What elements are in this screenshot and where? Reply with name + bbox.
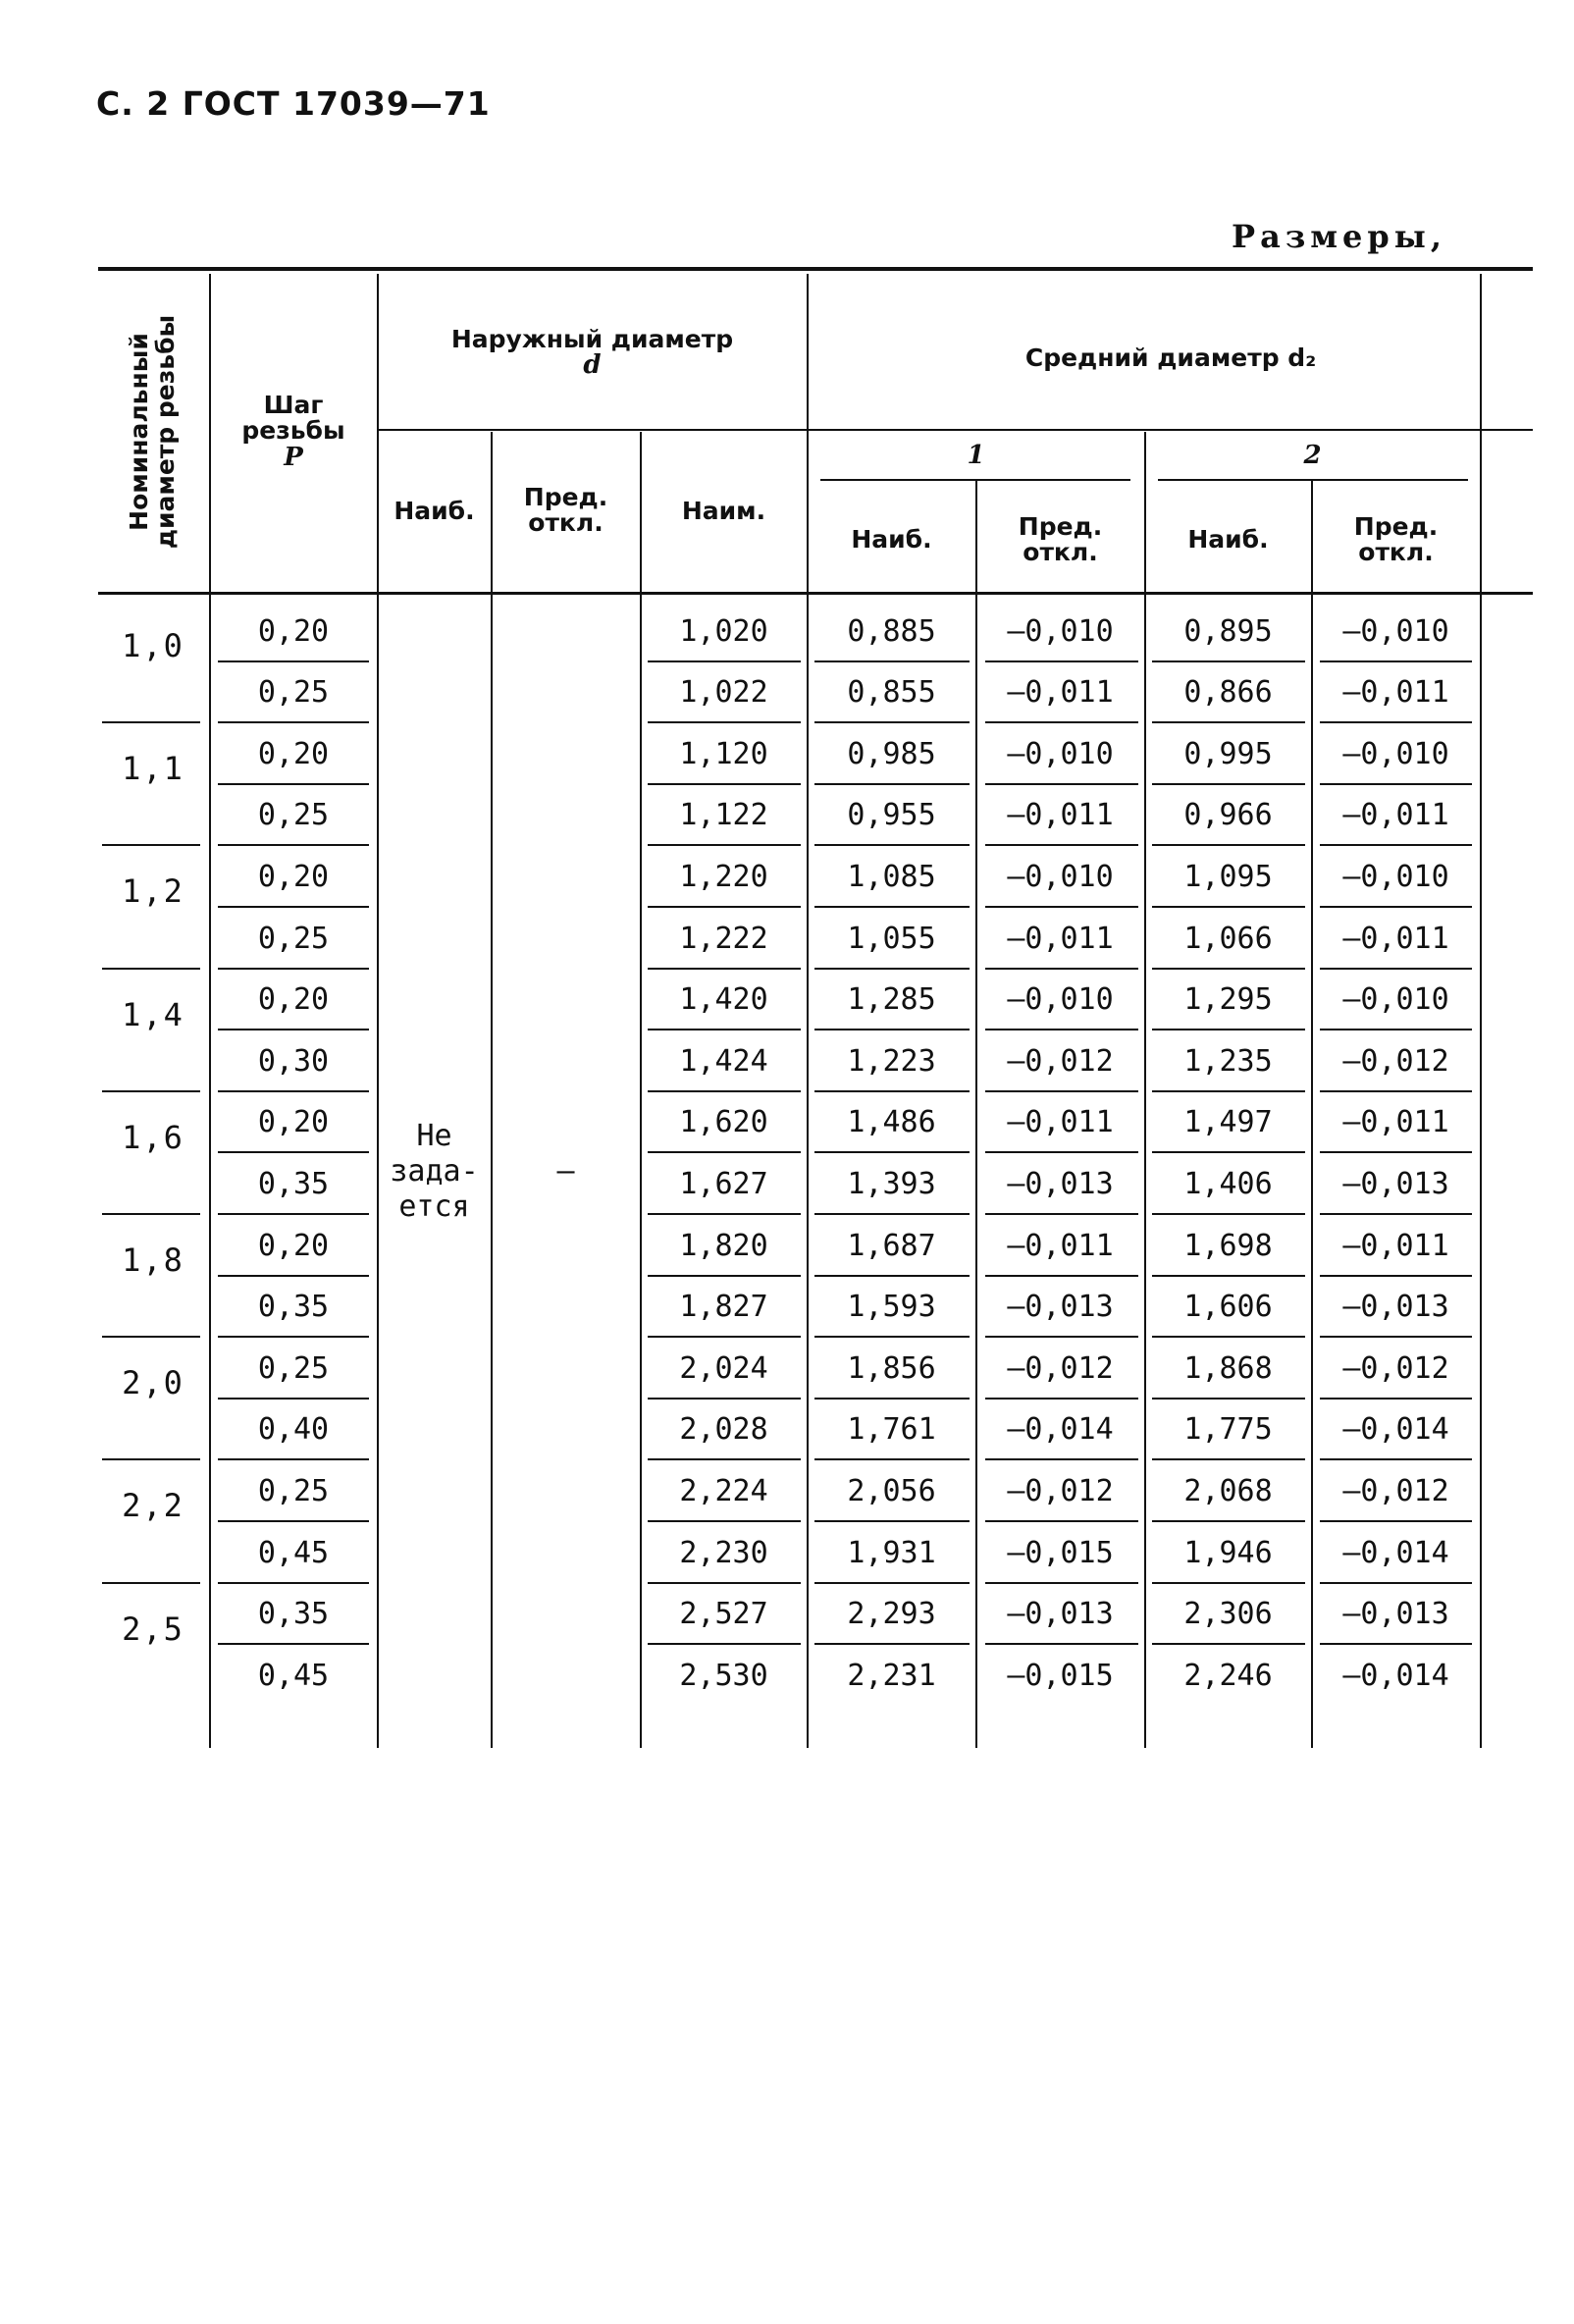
mean2-max-cell: 1,066 xyxy=(1183,921,1273,956)
nominal-diameter-cell: 1,6 xyxy=(122,1118,184,1156)
pitch-cell: 0,35 xyxy=(257,1290,330,1325)
pitch-cell: 0,20 xyxy=(257,1228,330,1263)
mean1-deviation-cell: —0,010 xyxy=(1007,982,1114,1018)
mean2-deviation-cell: —0,012 xyxy=(1342,1473,1449,1508)
pitch-cell: 0,25 xyxy=(257,1473,330,1508)
mean1-max-cell: 2,056 xyxy=(847,1473,936,1508)
mean2-max-cell: 1,406 xyxy=(1183,1166,1273,1201)
pitch-cell: 0,45 xyxy=(257,1658,330,1693)
mean1-max-cell: 1,486 xyxy=(847,1105,936,1140)
pitch-cell: 0,25 xyxy=(257,798,330,833)
col-header-outer-diameter: Наружный диаметр d xyxy=(450,325,734,381)
col-header-outer-min: Наим. xyxy=(681,497,766,526)
mean1-max-cell: 2,293 xyxy=(847,1597,936,1632)
mean2-max-cell: 1,295 xyxy=(1183,982,1273,1018)
pitch-cell: 0,20 xyxy=(257,613,330,649)
mean2-deviation-cell: —0,011 xyxy=(1342,1228,1449,1263)
mean1-deviation-cell: —0,014 xyxy=(1007,1412,1114,1448)
pitch-cell: 0,20 xyxy=(257,859,330,894)
outer-min-cell: 1,020 xyxy=(679,613,768,649)
outer-min-cell: 1,620 xyxy=(679,1105,768,1140)
mean2-max-cell: 2,246 xyxy=(1183,1658,1273,1693)
mean1-max-cell: 1,223 xyxy=(847,1043,936,1079)
header-rule xyxy=(820,479,1130,481)
mean2-deviation-cell: —0,014 xyxy=(1342,1412,1449,1448)
mean2-max-cell: 1,497 xyxy=(1183,1105,1273,1140)
mean1-deviation-cell: —0,013 xyxy=(1007,1166,1114,1201)
mean2-deviation-cell: —0,013 xyxy=(1342,1166,1449,1201)
mean2-deviation-cell: —0,010 xyxy=(1342,613,1449,649)
mean2-max-cell: 1,946 xyxy=(1183,1535,1273,1570)
pitch-cell: 0,25 xyxy=(257,1350,330,1386)
col-header-mean-diameter: Средний диаметр d₂ xyxy=(1024,343,1317,372)
outer-min-cell: 1,420 xyxy=(679,982,768,1018)
pitch-cell: 0,20 xyxy=(257,1105,330,1140)
outer-min-cell: 1,820 xyxy=(679,1228,768,1263)
units-caption: Размеры, xyxy=(1232,218,1446,255)
mean1-max-cell: 2,231 xyxy=(847,1658,936,1693)
mean2-max-cell: 1,606 xyxy=(1183,1290,1273,1325)
outer-min-cell: 1,827 xyxy=(679,1290,768,1325)
mean1-max-cell: 1,687 xyxy=(847,1228,936,1263)
col-header-mean1-max: Наиб. xyxy=(851,524,932,554)
header-rule xyxy=(807,429,1533,431)
mean1-deviation-cell: —0,010 xyxy=(1007,613,1114,649)
mean1-max-cell: 1,085 xyxy=(847,859,936,894)
mean1-deviation-cell: —0,015 xyxy=(1007,1658,1114,1693)
mean1-max-cell: 1,285 xyxy=(847,982,936,1018)
page-header: С. 2 ГОСТ 17039—71 xyxy=(96,84,491,123)
mean2-max-cell: 0,895 xyxy=(1183,613,1273,649)
col-header-mean1-deviation: Пред. откл. xyxy=(1018,511,1103,566)
pitch-cell: 0,20 xyxy=(257,736,330,771)
outer-min-cell: 1,220 xyxy=(679,859,768,894)
outer-min-cell: 1,122 xyxy=(679,798,768,833)
mean2-deviation-cell: —0,011 xyxy=(1342,675,1449,711)
mean1-deviation-cell: —0,011 xyxy=(1007,675,1114,711)
nominal-diameter-cell: 1,0 xyxy=(122,627,184,664)
pitch-cell: 0,45 xyxy=(257,1535,330,1570)
table-top-rule xyxy=(98,267,1533,271)
pitch-cell: 0,40 xyxy=(257,1412,330,1448)
pitch-cell: 0,25 xyxy=(257,675,330,711)
outer-min-cell: 2,527 xyxy=(679,1597,768,1632)
outer-min-cell: 2,530 xyxy=(679,1658,768,1693)
pitch-cell: 0,20 xyxy=(257,982,330,1018)
mean1-deviation-cell: —0,012 xyxy=(1007,1043,1114,1079)
nominal-diameter-cell: 2,5 xyxy=(122,1610,184,1648)
mean1-deviation-cell: —0,011 xyxy=(1007,921,1114,956)
mean2-max-cell: 2,068 xyxy=(1183,1473,1273,1508)
mean1-max-cell: 0,885 xyxy=(847,613,936,649)
mean1-max-cell: 0,985 xyxy=(847,736,936,771)
mean1-deviation-cell: —0,011 xyxy=(1007,1228,1114,1263)
header-bottom-rule xyxy=(98,592,1533,595)
mean1-deviation-cell: —0,010 xyxy=(1007,859,1114,894)
nominal-diameter-cell: 2,2 xyxy=(122,1487,184,1525)
mean2-deviation-cell: —0,012 xyxy=(1342,1350,1449,1386)
col-header-mean2-max: Наиб. xyxy=(1187,524,1269,554)
mean1-deviation-cell: —0,011 xyxy=(1007,798,1114,833)
nominal-diameter-cell: 1,1 xyxy=(122,750,184,788)
outer-min-cell: 1,022 xyxy=(679,675,768,711)
outer-min-cell: 2,224 xyxy=(679,1473,768,1508)
mean1-max-cell: 1,761 xyxy=(847,1412,936,1448)
mean2-deviation-cell: —0,013 xyxy=(1342,1597,1449,1632)
mean1-deviation-cell: —0,012 xyxy=(1007,1350,1114,1386)
header-rule xyxy=(377,429,807,431)
mean2-deviation-cell: —0,014 xyxy=(1342,1535,1449,1570)
mean1-max-cell: 1,055 xyxy=(847,921,936,956)
outer-min-cell: 2,230 xyxy=(679,1535,768,1570)
mean2-deviation-cell: —0,014 xyxy=(1342,1658,1449,1693)
col-header-mean-sub-1: 1 xyxy=(967,441,985,470)
col-header-outer-deviation: Пред. откл. xyxy=(523,482,608,537)
nominal-diameter-cell: 1,2 xyxy=(122,872,184,911)
pitch-cell: 0,30 xyxy=(257,1043,330,1079)
pitch-cell: 0,35 xyxy=(257,1166,330,1201)
outer-max-not-set: Не зада- ется xyxy=(390,1118,479,1224)
col-header-outer-max: Наиб. xyxy=(394,497,475,526)
mean1-max-cell: 1,931 xyxy=(847,1535,936,1570)
mean2-deviation-cell: —0,010 xyxy=(1342,982,1449,1018)
nominal-diameter-cell: 1,4 xyxy=(122,995,184,1033)
pitch-cell: 0,35 xyxy=(257,1597,330,1632)
mean2-deviation-cell: —0,011 xyxy=(1342,1105,1449,1140)
mean2-max-cell: 1,868 xyxy=(1183,1350,1273,1386)
outer-min-cell: 2,024 xyxy=(679,1350,768,1386)
outer-deviation-dash: — xyxy=(556,1153,575,1188)
col-header-pitch: Шаг резьбы P xyxy=(241,391,345,472)
mean2-max-cell: 1,775 xyxy=(1183,1412,1273,1448)
header-rule xyxy=(1158,479,1468,481)
col-header-mean2-deviation: Пред. откл. xyxy=(1353,511,1439,566)
col-divider xyxy=(1480,274,1482,1748)
mean1-max-cell: 0,955 xyxy=(847,798,936,833)
mean2-deviation-cell: —0,010 xyxy=(1342,859,1449,894)
mean1-max-cell: 1,393 xyxy=(847,1166,936,1201)
outer-min-cell: 2,028 xyxy=(679,1412,768,1448)
outer-min-cell: 1,120 xyxy=(679,736,768,771)
nominal-diameter-cell: 2,0 xyxy=(122,1364,184,1402)
mean2-deviation-cell: —0,012 xyxy=(1342,1043,1449,1079)
mean1-max-cell: 0,855 xyxy=(847,675,936,711)
mean1-deviation-cell: —0,013 xyxy=(1007,1290,1114,1325)
mean1-deviation-cell: —0,012 xyxy=(1007,1473,1114,1508)
mean1-deviation-cell: —0,010 xyxy=(1007,736,1114,771)
mean1-max-cell: 1,593 xyxy=(847,1290,936,1325)
mean1-deviation-cell: —0,013 xyxy=(1007,1597,1114,1632)
mean1-deviation-cell: —0,015 xyxy=(1007,1535,1114,1570)
mean1-max-cell: 1,856 xyxy=(847,1350,936,1386)
mean2-deviation-cell: —0,013 xyxy=(1342,1290,1449,1325)
mean2-max-cell: 1,235 xyxy=(1183,1043,1273,1079)
outer-min-cell: 1,222 xyxy=(679,921,768,956)
mean2-deviation-cell: —0,011 xyxy=(1342,798,1449,833)
col-header-mean-sub-2: 2 xyxy=(1303,441,1322,470)
mean2-max-cell: 0,966 xyxy=(1183,798,1273,833)
pitch-cell: 0,25 xyxy=(257,921,330,956)
mean1-deviation-cell: —0,011 xyxy=(1007,1105,1114,1140)
outer-min-cell: 1,627 xyxy=(679,1166,768,1201)
nominal-diameter-cell: 1,8 xyxy=(122,1241,184,1279)
mean2-max-cell: 2,306 xyxy=(1183,1597,1273,1632)
mean2-max-cell: 1,698 xyxy=(1183,1228,1273,1263)
mean2-max-cell: 0,866 xyxy=(1183,675,1273,711)
mean2-max-cell: 1,095 xyxy=(1183,859,1273,894)
mean2-deviation-cell: —0,010 xyxy=(1342,736,1449,771)
outer-min-cell: 1,424 xyxy=(679,1043,768,1079)
col-header-nominal-diameter: Номинальный диаметр резьбы xyxy=(124,314,180,550)
mean2-max-cell: 0,995 xyxy=(1183,736,1273,771)
mean2-deviation-cell: —0,011 xyxy=(1342,921,1449,956)
